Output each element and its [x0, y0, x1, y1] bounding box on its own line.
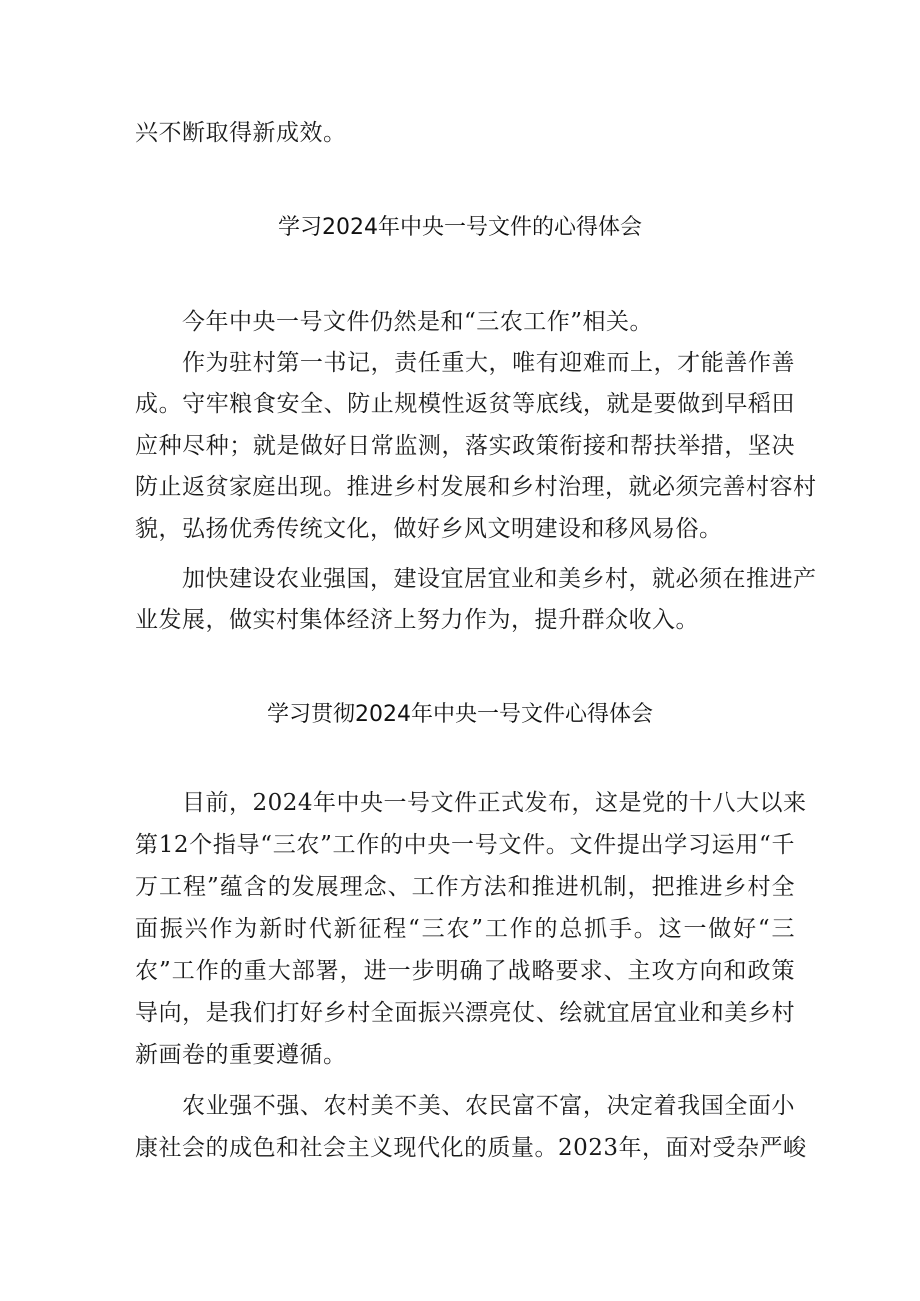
paragraph-line: 目前，2024年中央一号文件正式发布，这是党的十八大以来	[182, 790, 807, 816]
paragraph-line: 面振兴作为新时代新征程“三农”工作的总抓手。这一做好“三	[135, 916, 795, 942]
paragraph-line: 新画卷的重要遵循。	[135, 1042, 347, 1068]
paragraph-line: 农业强不强、农村美不美、农民富不富，决定着我国全面小	[182, 1093, 795, 1119]
paragraph-line: 作为驻村第一书记，责任重大，唯有迎难而上，才能善作善	[182, 350, 795, 376]
paragraph-line: 防止返贫家庭出现。推进乡村发展和乡村治理，就必须完善村容村	[135, 474, 817, 500]
paragraph-line: 第12个指导“三农”工作的中央一号文件。文件提出学习运用“千	[135, 832, 795, 858]
paragraph-line: 貌，弘扬优秀传统文化，做好乡风文明建设和移风易俗。	[135, 516, 723, 542]
paragraph-line: 万工程”蕴含的发展理念、工作方法和推进机制，把推进乡村全	[135, 874, 795, 900]
paragraph-line: 业发展，做实村集体经济上努力作为，提升群众收入。	[135, 607, 699, 633]
paragraph-line: 加快建设农业强国，建设宜居宜业和美乡村，就必须在推进产	[182, 566, 817, 592]
paragraph-line: 成。守牢粮食安全、防止规模性返贫等底线，就是要做到早稻田	[135, 391, 795, 417]
paragraph-line: 康社会的成色和社会主义现代化的质量。2023年，面对受杂严峻	[135, 1135, 807, 1161]
paragraph-line: 今年中央一号文件仍然是和“三农工作”相关。	[182, 309, 654, 335]
paragraph-line: 农”工作的重大部署，进一步明确了战略要求、主攻方向和政策	[135, 958, 795, 984]
section-title: 学习2024年中央一号文件的心得体会	[278, 215, 642, 240]
paragraph-line: 应种尽种；就是做好日常监测，落实政策衔接和帮扶举措，坚决	[135, 433, 795, 459]
paragraph-line: 兴不断取得新成效。	[135, 120, 347, 146]
paragraph-line: 导向，是我们打好乡村全面振兴漂亮仗、绘就宜居宜业和美乡村	[135, 1000, 795, 1026]
section-title: 学习贯彻2024年中央一号文件心得体会	[267, 702, 653, 727]
